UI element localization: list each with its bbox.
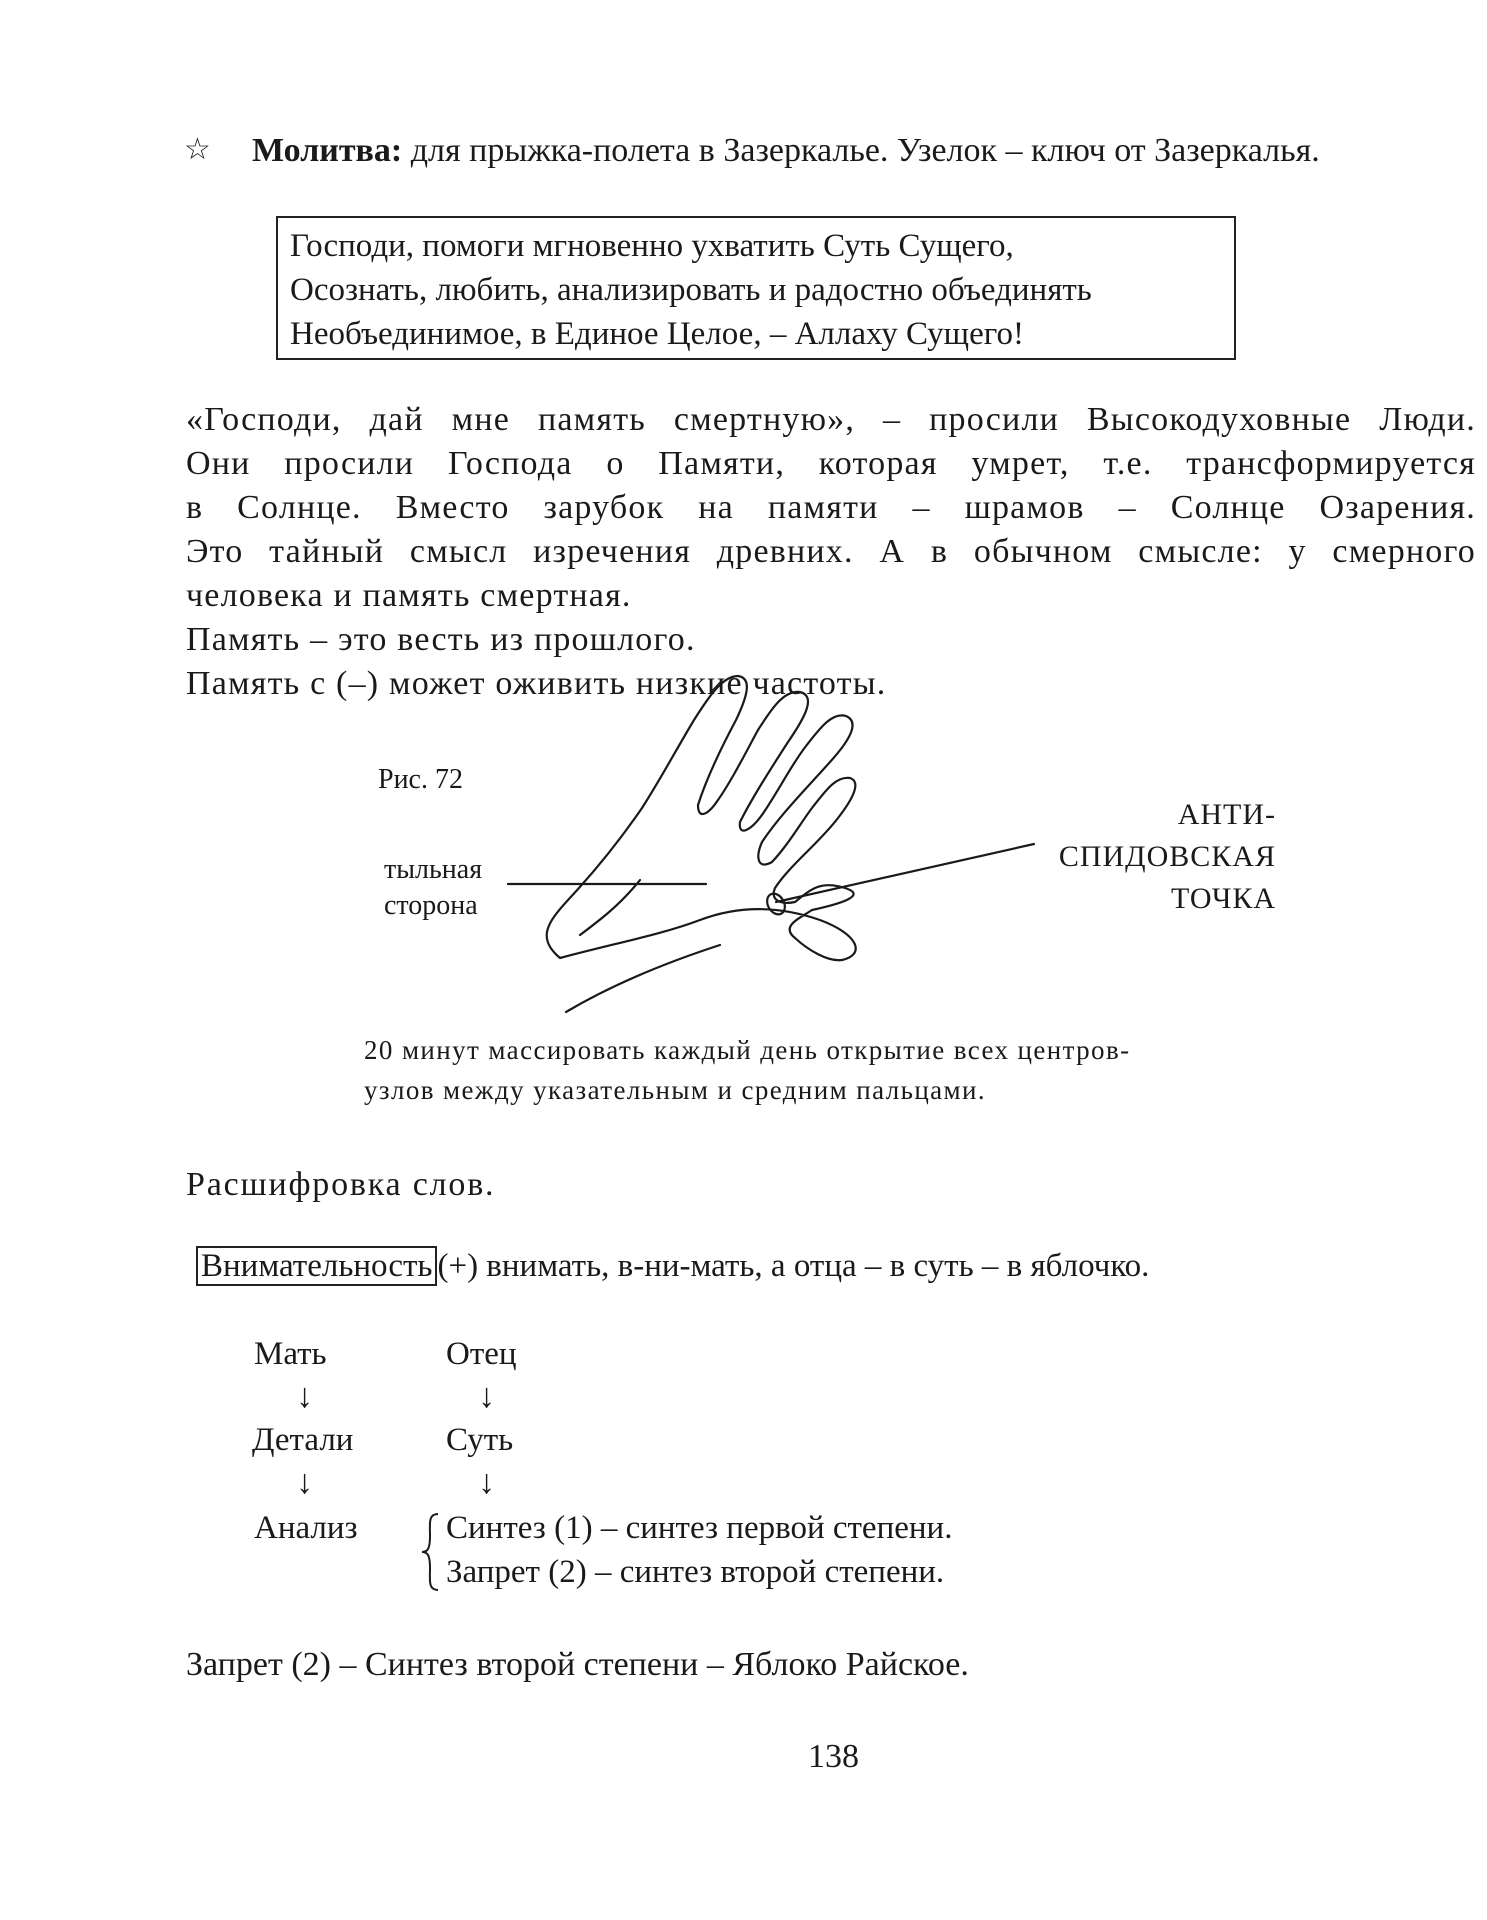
tree-father: Отец bbox=[446, 1336, 517, 1372]
attention-line bbox=[196, 1248, 1149, 1285]
paragraph-line: Память с (–) может оживить низкие частоты. bbox=[186, 665, 887, 702]
tree-synthesis-2: Запрет (2) – синтез второй степени. bbox=[446, 1554, 945, 1590]
attention-rest: (+) внимать, в-ни-мать, а отца – в суть – в яблочко. bbox=[437, 1248, 1150, 1284]
caption-line: узлов между указательным и средним пальцами. bbox=[364, 1075, 987, 1105]
tree-mother: Мать bbox=[254, 1336, 327, 1372]
caption-line: 20 минут массировать каждый день открытие всех центров- bbox=[364, 1035, 1131, 1065]
tree-analysis: Анализ bbox=[254, 1510, 358, 1546]
figure-caption bbox=[364, 1030, 1131, 1110]
wrist-line bbox=[566, 945, 720, 1012]
star-icon: ☆ bbox=[184, 133, 211, 166]
wrist-line bbox=[580, 880, 640, 935]
decoding-heading: Расшифровка слов. bbox=[186, 1166, 496, 1203]
paragraph-line: «Господи, дай мне память смертную», – просили Высокодуховные Люди. bbox=[186, 401, 1476, 438]
arrow-down-icon: ↓ bbox=[478, 1464, 495, 1501]
boxed-word: Внимательность bbox=[196, 1246, 437, 1286]
paragraph-line: человека и память смертная. bbox=[186, 577, 632, 614]
prayer-box-line: Осознать, любить, анализировать и радостно объединять bbox=[290, 272, 1092, 308]
anti-aids-point-marker bbox=[764, 890, 789, 917]
paragraph-line: в Солнце. Вместо зарубок на памяти – шрамов – Солнце Озарения. bbox=[186, 489, 1476, 526]
tree-synthesis-1: Синтез (1) – синтез первой степени. bbox=[446, 1510, 953, 1546]
prayer-box-line: Необъединимое, в Единое Целое, – Аллаху Сущего! bbox=[290, 316, 1024, 352]
anti-label-line: СПИДОВСКАЯ bbox=[1058, 840, 1276, 873]
back-side-label-line: сторона bbox=[384, 890, 478, 921]
paragraph-line: Память – это весть из прошлого. bbox=[186, 621, 696, 658]
prayer-subtitle: для прыжка-полета в Зазеркалье. Узелок – ключ от Зазеркалья. bbox=[402, 132, 1320, 169]
tree-essence: Суть bbox=[446, 1422, 514, 1458]
prayer-box-line: Господи, помоги мгновенно ухватить Суть Сущего, bbox=[290, 228, 1014, 264]
page-number: 138 bbox=[808, 1738, 859, 1775]
conclusion-line: Запрет (2) – Синтез второй степени – Яблоко Райское. bbox=[186, 1646, 969, 1683]
paragraph-line: Они просили Господа о Памяти, которая умрет, т.е. трансформируется bbox=[186, 445, 1476, 482]
arrow-down-icon: ↓ bbox=[296, 1378, 313, 1415]
paragraph-line: Это тайный смысл изречения древних. А в обычном смысле: у смерного bbox=[186, 533, 1476, 570]
tree-details: Детали bbox=[252, 1422, 354, 1458]
back-side-label-line: тыльная bbox=[384, 854, 483, 885]
anti-label-line: АНТИ- bbox=[1177, 798, 1276, 831]
brace-icon bbox=[418, 1510, 442, 1594]
prayer-label: Молитва: bbox=[252, 132, 403, 169]
anti-point-pointer bbox=[776, 844, 1034, 902]
arrow-down-icon: ↓ bbox=[478, 1378, 495, 1415]
arrow-down-icon: ↓ bbox=[296, 1464, 313, 1501]
anti-label-line: ТОЧКА bbox=[1170, 882, 1276, 915]
figure-label: Рис. 72 bbox=[378, 764, 463, 795]
hand-outline bbox=[547, 676, 856, 960]
